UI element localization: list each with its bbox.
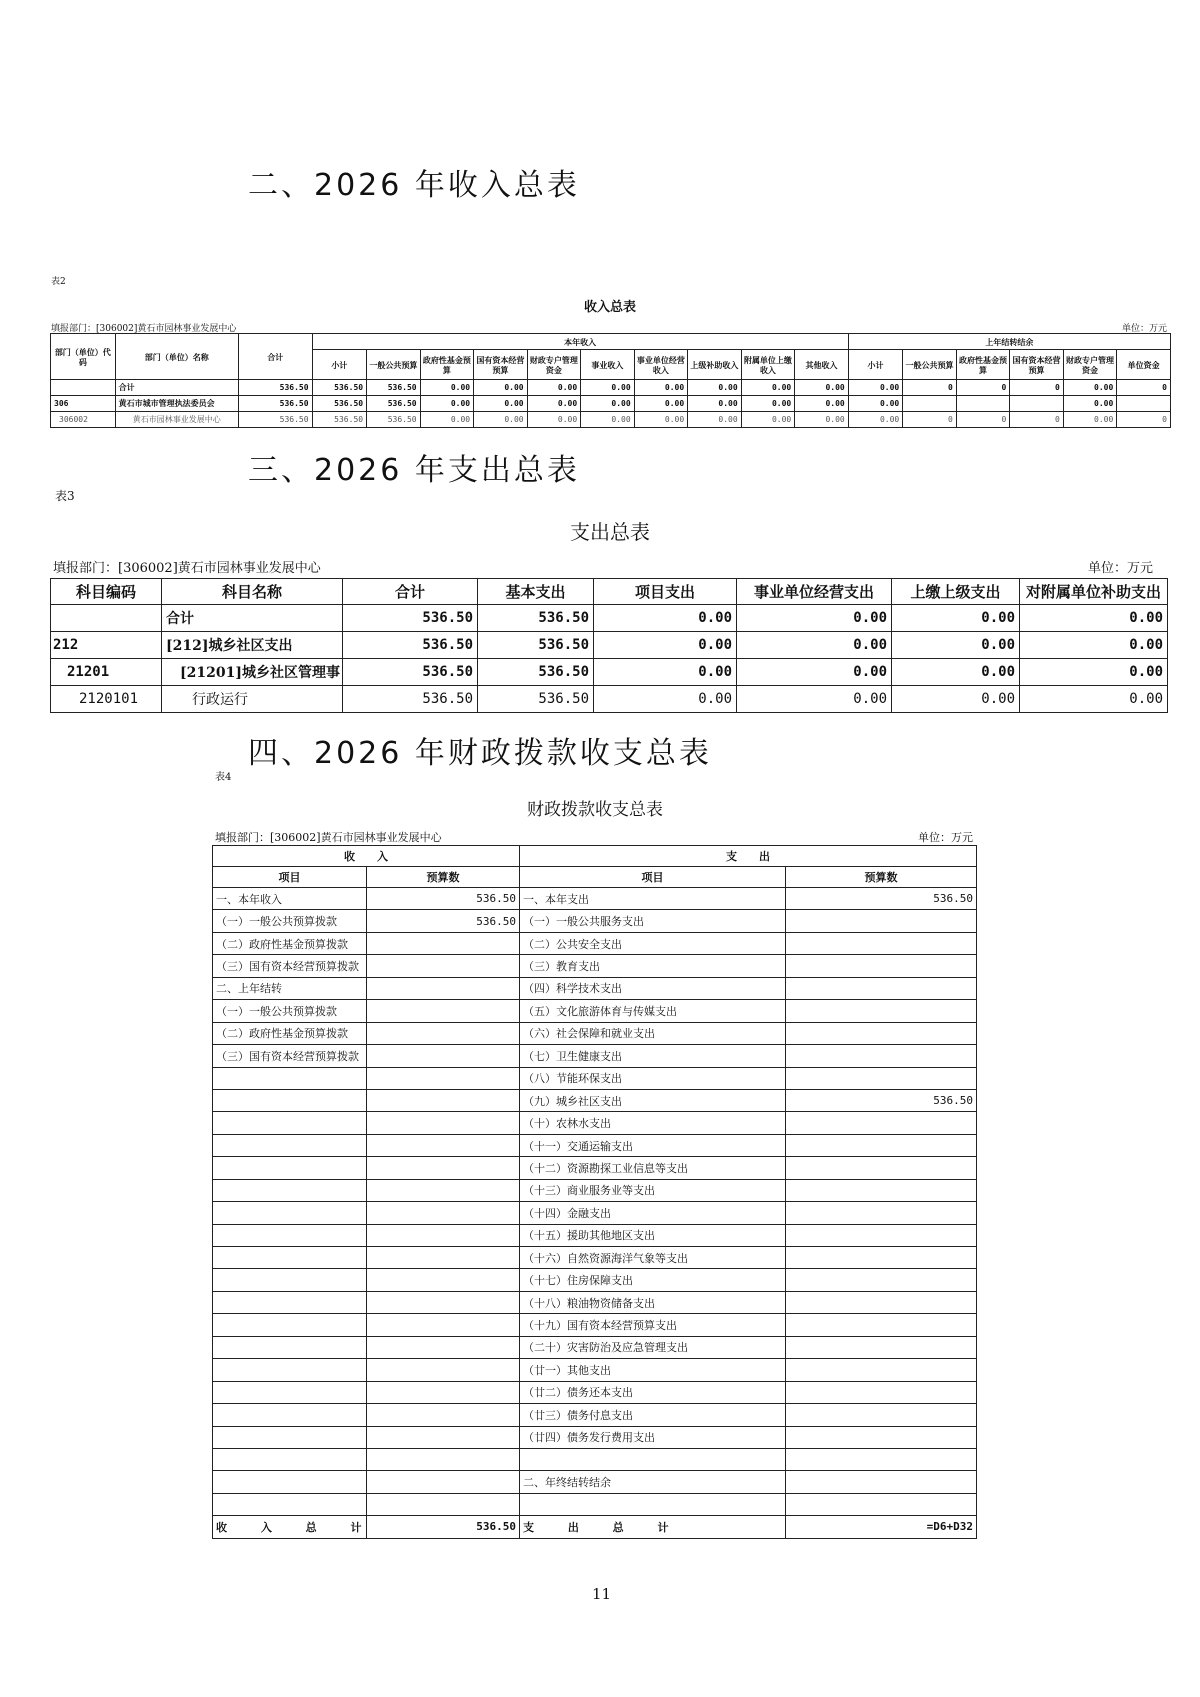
value-cell: 0 xyxy=(956,412,1010,428)
value-cell: 0.00 xyxy=(594,605,737,632)
expense-item-cell: （廿四）债务发行费用支出 xyxy=(520,1426,786,1448)
value-cell: 536.50 xyxy=(478,659,594,686)
column-header: 基本支出 xyxy=(478,579,594,605)
income-item-cell xyxy=(213,1471,367,1493)
income-item-cell xyxy=(213,1224,367,1246)
column-header: 科目名称 xyxy=(162,579,343,605)
value-cell: 536.50 xyxy=(367,412,421,428)
value-cell: 0.00 xyxy=(892,686,1020,713)
value-cell: 0.00 xyxy=(737,659,892,686)
header-dept-code: 部门（单位）代码 xyxy=(51,334,116,380)
expense-item-cell: （十八）粮油物资储备支出 xyxy=(520,1291,786,1313)
value-cell: 0.00 xyxy=(737,686,892,713)
expense-item-cell: （六）社会保障和就业支出 xyxy=(520,1022,786,1044)
table-2-unit: 单位：万元 xyxy=(1122,324,1168,334)
expense-amount-cell xyxy=(786,1291,977,1313)
table-row xyxy=(213,1448,977,1470)
value-cell: 0.00 xyxy=(581,412,635,428)
value-cell: 0.00 xyxy=(474,396,528,412)
expense-item-cell: （四）科学技术支出 xyxy=(520,977,786,999)
income-amount-cell xyxy=(367,1426,520,1448)
section-3-heading: 三、2026 年支出总表 xyxy=(248,453,580,488)
section-2-heading: 二、2026 年收入总表 xyxy=(248,168,580,203)
table-2-number: 表2 xyxy=(51,277,66,287)
dept-code-cell xyxy=(51,380,116,396)
value-cell: 536.50 xyxy=(343,659,478,686)
value-cell: 536.50 xyxy=(478,632,594,659)
income-item-cell xyxy=(213,1336,367,1358)
value-cell: 0.00 xyxy=(848,380,903,396)
table-3-number: 表3 xyxy=(55,489,75,503)
table-4-number: 表4 xyxy=(215,772,232,783)
expense-amount-cell xyxy=(786,1224,977,1246)
value-cell: 0.00 xyxy=(737,605,892,632)
subject-name-cell: 行政运行 xyxy=(162,686,343,713)
value-cell: 0.00 xyxy=(795,380,849,396)
value-cell: 0.00 xyxy=(634,396,688,412)
expense-amount-cell xyxy=(786,977,977,999)
table-2-caption: 收入总表 xyxy=(583,300,636,315)
income-item-cell: （一）一般公共预算拨款 xyxy=(213,1000,367,1022)
subheader-cell: 其他收入 xyxy=(795,350,849,380)
value-cell: 0 xyxy=(903,412,957,428)
value-cell xyxy=(1010,396,1064,412)
table-row xyxy=(213,888,977,910)
value-cell: 0.00 xyxy=(1020,659,1168,686)
income-amount-cell xyxy=(367,1269,520,1291)
table-4-dept: 填报部门：[306002]黄石市园林事业发展中心 xyxy=(215,831,442,844)
value-cell: 536.50 xyxy=(367,396,421,412)
expense-amount-cell xyxy=(786,1157,977,1179)
table-row xyxy=(213,1089,977,1111)
expense-amount-cell xyxy=(786,1493,977,1515)
table-row xyxy=(51,632,1168,659)
expense-amount-cell xyxy=(786,1022,977,1044)
income-amount-cell: 536.50 xyxy=(367,910,520,932)
table-row xyxy=(213,932,977,954)
table-row xyxy=(213,1045,977,1067)
table-4-caption: 财政拨款收支总表 xyxy=(527,800,663,820)
expense-item-cell: （三）教育支出 xyxy=(520,955,786,977)
table-row xyxy=(51,605,1168,632)
subject-code-cell: 2120101 xyxy=(51,686,162,713)
expense-amount-cell xyxy=(786,1112,977,1134)
table-row xyxy=(51,412,1171,428)
expense-item-cell: （十三）商业服务业等支出 xyxy=(520,1179,786,1201)
table-row xyxy=(213,1404,977,1426)
income-summary-table xyxy=(50,333,1171,428)
value-cell: 0 xyxy=(956,380,1010,396)
income-item-cell: （三）国有资本经营预算拨款 xyxy=(213,1045,367,1067)
expense-item-cell: （五）文化旅游体育与传媒支出 xyxy=(520,1000,786,1022)
value-cell: 0.00 xyxy=(737,632,892,659)
table-row xyxy=(213,1247,977,1269)
income-item-cell: 一、本年收入 xyxy=(213,888,367,910)
expense-amount-cell xyxy=(786,1314,977,1336)
value-cell: 0.00 xyxy=(594,632,737,659)
expense-amount-cell xyxy=(786,1134,977,1156)
header-income-item: 项目 xyxy=(213,867,367,888)
income-amount-cell xyxy=(367,1067,520,1089)
income-amount-cell: 536.50 xyxy=(367,888,520,910)
income-total-label: 收 入 总 计 xyxy=(213,1516,367,1538)
header-expense-item: 项目 xyxy=(520,867,786,888)
expense-amount-cell xyxy=(786,1045,977,1067)
expense-item-cell: （二十）灾害防治及应急管理支出 xyxy=(520,1336,786,1358)
income-item-cell xyxy=(213,1089,367,1111)
value-cell: 536.50 xyxy=(478,686,594,713)
table-row xyxy=(213,910,977,932)
value-cell xyxy=(1117,396,1171,412)
value-cell: 0.00 xyxy=(527,396,581,412)
table-row xyxy=(213,1493,977,1515)
table-row xyxy=(213,1269,977,1291)
subheader-cell: 事业单位经营收入 xyxy=(634,350,688,380)
subheader-cell: 小计 xyxy=(848,350,903,380)
expense-amount-cell xyxy=(786,955,977,977)
value-cell: 0.00 xyxy=(741,412,795,428)
income-item-cell xyxy=(213,1202,367,1224)
expense-item-cell: 二、年终结转结余 xyxy=(520,1471,786,1493)
total-cell: 536.50 xyxy=(238,380,312,396)
value-cell: 0.00 xyxy=(581,380,635,396)
subject-name-cell: 合计 xyxy=(162,605,343,632)
income-item-cell xyxy=(213,1448,367,1470)
value-cell: 0 xyxy=(1010,412,1064,428)
income-item-cell: 二、上年结转 xyxy=(213,977,367,999)
expense-amount-cell xyxy=(786,1336,977,1358)
income-item-cell: （一）一般公共预算拨款 xyxy=(213,910,367,932)
expense-item-cell: （十六）自然资源海洋气象等支出 xyxy=(520,1247,786,1269)
expense-item-cell: （九）城乡社区支出 xyxy=(520,1089,786,1111)
dept-name-cell: 黄石市园林事业发展中心 xyxy=(115,412,238,428)
value-cell: 536.50 xyxy=(343,605,478,632)
value-cell: 0.00 xyxy=(688,380,742,396)
income-item-cell: （三）国有资本经营预算拨款 xyxy=(213,955,367,977)
dept-name-cell: 黄石市城市管理执法委员会 xyxy=(115,396,238,412)
value-cell: 0.00 xyxy=(634,380,688,396)
income-item-cell xyxy=(213,1157,367,1179)
subheader-cell: 小计 xyxy=(312,350,367,380)
table-row xyxy=(213,1426,977,1448)
income-amount-cell xyxy=(367,977,520,999)
income-item-cell xyxy=(213,1247,367,1269)
value-cell: 0.00 xyxy=(795,412,849,428)
subject-code-cell xyxy=(51,605,162,632)
table-3-dept: 填报部门：[306002]黄石市园林事业发展中心 xyxy=(53,561,321,576)
header-current-year-income: 本年收入 xyxy=(312,334,848,350)
subject-code-cell: 21201 xyxy=(51,659,162,686)
income-amount-cell xyxy=(367,1179,520,1201)
expense-item-cell: （八）节能环保支出 xyxy=(520,1067,786,1089)
subheader-cell: 一般公共预算 xyxy=(367,350,421,380)
table-3-unit: 单位：万元 xyxy=(1088,561,1154,576)
table-row xyxy=(213,1202,977,1224)
expense-amount-cell xyxy=(786,1269,977,1291)
value-cell: 0.00 xyxy=(848,396,903,412)
table-row xyxy=(213,1224,977,1246)
income-amount-cell xyxy=(367,1022,520,1044)
column-header: 合计 xyxy=(343,579,478,605)
table-row xyxy=(213,1381,977,1403)
column-header: 上缴上级支出 xyxy=(892,579,1020,605)
total-cell: 536.50 xyxy=(238,412,312,428)
value-cell: 0.00 xyxy=(1020,605,1168,632)
table-row xyxy=(213,1179,977,1201)
expense-item-cell: （十一）交通运输支出 xyxy=(520,1134,786,1156)
value-cell: 0.00 xyxy=(634,412,688,428)
expense-amount-cell xyxy=(786,1067,977,1089)
value-cell: 536.50 xyxy=(312,412,367,428)
income-item-cell xyxy=(213,1269,367,1291)
value-cell: 0.00 xyxy=(688,396,742,412)
income-item-cell xyxy=(213,1359,367,1381)
value-cell: 0.00 xyxy=(848,412,903,428)
expense-amount-cell xyxy=(786,1179,977,1201)
income-item-cell xyxy=(213,1493,367,1515)
value-cell: 0.00 xyxy=(527,412,581,428)
header-dept-name: 部门（单位）名称 xyxy=(115,334,238,380)
expense-item-cell: （二）公共安全支出 xyxy=(520,932,786,954)
table-4-unit: 单位：万元 xyxy=(918,831,973,844)
subheader-cell: 政府性基金预算 xyxy=(420,350,474,380)
income-item-cell: （二）政府性基金预算拨款 xyxy=(213,932,367,954)
table-row xyxy=(213,1000,977,1022)
subheader-cell: 财政专户管理资金 xyxy=(527,350,581,380)
value-cell: 536.50 xyxy=(312,396,367,412)
income-amount-cell xyxy=(367,1471,520,1493)
value-cell: 0.00 xyxy=(892,659,1020,686)
income-amount-cell xyxy=(367,1202,520,1224)
subheader-cell: 事业收入 xyxy=(581,350,635,380)
value-cell: 0.00 xyxy=(420,396,474,412)
value-cell: 536.50 xyxy=(312,380,367,396)
subheader-cell: 财政专户管理资金 xyxy=(1063,350,1117,380)
value-cell: 0.00 xyxy=(594,686,737,713)
header-income-amount: 预算数 xyxy=(367,867,520,888)
value-cell: 0.00 xyxy=(1020,686,1168,713)
income-amount-cell xyxy=(367,1224,520,1246)
value-cell: 536.50 xyxy=(343,686,478,713)
expense-summary-table xyxy=(50,578,1168,713)
income-amount-cell xyxy=(367,1045,520,1067)
income-amount-cell xyxy=(367,1404,520,1426)
value-cell xyxy=(903,396,957,412)
dept-code-cell: 306002 xyxy=(51,412,116,428)
expense-item-cell xyxy=(520,1493,786,1515)
value-cell: 0.00 xyxy=(1063,396,1117,412)
subject-name-cell: [212]城乡社区支出 xyxy=(162,632,343,659)
fiscal-appropriation-table xyxy=(212,845,977,1539)
income-amount-cell xyxy=(367,1000,520,1022)
value-cell: 536.50 xyxy=(343,632,478,659)
expense-amount-cell xyxy=(786,1404,977,1426)
income-item-cell xyxy=(213,1179,367,1201)
expense-amount-cell xyxy=(786,1471,977,1493)
income-amount-cell xyxy=(367,1336,520,1358)
table-row xyxy=(213,1314,977,1336)
value-cell: 0.00 xyxy=(474,380,528,396)
expense-amount-cell: 536.50 xyxy=(786,1089,977,1111)
subheader-cell: 上级补助收入 xyxy=(688,350,742,380)
income-amount-cell xyxy=(367,1134,520,1156)
page-number: 11 xyxy=(592,1585,612,1603)
income-total-value: 536.50 xyxy=(367,1516,520,1538)
expense-item-cell: （廿三）债务付息支出 xyxy=(520,1404,786,1426)
value-cell: 536.50 xyxy=(478,605,594,632)
table-row xyxy=(213,1067,977,1089)
expense-item-cell: （十四）金融支出 xyxy=(520,1202,786,1224)
table-2-dept: 填报部门：[306002]黄石市园林事业发展中心 xyxy=(51,324,237,334)
income-amount-cell xyxy=(367,1314,520,1336)
expense-amount-cell xyxy=(786,1202,977,1224)
table-row xyxy=(51,380,1171,396)
value-cell: 0.00 xyxy=(1063,412,1117,428)
expense-total-value: =D6+D32 xyxy=(786,1516,977,1538)
value-cell: 0.00 xyxy=(741,380,795,396)
expense-item-cell: （七）卫生健康支出 xyxy=(520,1045,786,1067)
expense-item-cell: （廿二）债务还本支出 xyxy=(520,1381,786,1403)
expense-amount-cell xyxy=(786,1247,977,1269)
column-header: 项目支出 xyxy=(594,579,737,605)
subheader-cell: 国有资本经营预算 xyxy=(1010,350,1064,380)
table-row xyxy=(213,1022,977,1044)
value-cell: 536.50 xyxy=(367,380,421,396)
income-item-cell xyxy=(213,1404,367,1426)
income-amount-cell xyxy=(367,955,520,977)
table-row xyxy=(51,686,1168,713)
expense-amount-cell xyxy=(786,1426,977,1448)
table-row xyxy=(213,1112,977,1134)
value-cell: 0 xyxy=(1010,380,1064,396)
expense-item-cell: （十五）援助其他地区支出 xyxy=(520,1224,786,1246)
table-row xyxy=(213,977,977,999)
expense-item-cell: （十九）国有资本经营预算支出 xyxy=(520,1314,786,1336)
value-cell: 0 xyxy=(1117,380,1171,396)
income-item-cell xyxy=(213,1134,367,1156)
income-amount-cell xyxy=(367,932,520,954)
expense-amount-cell xyxy=(786,1448,977,1470)
table-row xyxy=(213,1291,977,1313)
income-item-cell xyxy=(213,1067,367,1089)
income-item-cell: （二）政府性基金预算拨款 xyxy=(213,1022,367,1044)
table-3-caption: 支出总表 xyxy=(570,520,650,544)
dept-name-cell: 合计 xyxy=(115,380,238,396)
expense-item-cell xyxy=(520,1448,786,1470)
value-cell: 0.00 xyxy=(594,659,737,686)
total-cell: 536.50 xyxy=(238,396,312,412)
value-cell: 0.00 xyxy=(741,396,795,412)
income-amount-cell xyxy=(367,1291,520,1313)
expense-amount-cell xyxy=(786,910,977,932)
value-cell: 0 xyxy=(903,380,957,396)
expense-amount-cell: 536.50 xyxy=(786,888,977,910)
value-cell: 0.00 xyxy=(1020,632,1168,659)
subheader-cell: 附属单位上缴收入 xyxy=(741,350,795,380)
subheader-cell: 国有资本经营预算 xyxy=(474,350,528,380)
column-header: 科目编码 xyxy=(51,579,162,605)
value-cell: 0.00 xyxy=(892,632,1020,659)
subject-code-cell: 212 xyxy=(51,632,162,659)
subject-name-cell: [21201]城乡社区管理事 xyxy=(162,659,343,686)
income-amount-cell xyxy=(367,1448,520,1470)
expense-item-cell: （廿一）其他支出 xyxy=(520,1359,786,1381)
value-cell: 0 xyxy=(1117,412,1171,428)
header-total: 合计 xyxy=(238,334,312,380)
value-cell: 0.00 xyxy=(688,412,742,428)
value-cell: 0.00 xyxy=(474,412,528,428)
table-row xyxy=(213,955,977,977)
table-row xyxy=(213,1134,977,1156)
expense-item-cell: （十二）资源勘探工业信息等支出 xyxy=(520,1157,786,1179)
income-amount-cell xyxy=(367,1089,520,1111)
subheader-cell: 单位资金 xyxy=(1117,350,1171,380)
subheader-cell: 政府性基金预算 xyxy=(956,350,1010,380)
subheader-cell: 一般公共预算 xyxy=(903,350,957,380)
value-cell: 0.00 xyxy=(892,605,1020,632)
expense-item-cell: （十七）住房保障支出 xyxy=(520,1269,786,1291)
column-header: 事业单位经营支出 xyxy=(737,579,892,605)
expense-item-cell: 一、本年支出 xyxy=(520,888,786,910)
table-row xyxy=(213,1157,977,1179)
expense-amount-cell xyxy=(786,932,977,954)
header-prev-year-carryover: 上年结转结余 xyxy=(848,334,1170,350)
expense-total-label: 支 出 总 计 xyxy=(520,1516,786,1538)
income-item-cell xyxy=(213,1381,367,1403)
column-header: 对附属单位补助支出 xyxy=(1020,579,1168,605)
value-cell: 0.00 xyxy=(527,380,581,396)
value-cell xyxy=(956,396,1010,412)
value-cell: 0.00 xyxy=(581,396,635,412)
income-item-cell xyxy=(213,1112,367,1134)
income-item-cell xyxy=(213,1291,367,1313)
income-amount-cell xyxy=(367,1247,520,1269)
value-cell: 0.00 xyxy=(1063,380,1117,396)
value-cell: 0.00 xyxy=(420,380,474,396)
table-row xyxy=(213,1471,977,1493)
table-row xyxy=(51,659,1168,686)
dept-code-cell: 306 xyxy=(51,396,116,412)
income-amount-cell xyxy=(367,1157,520,1179)
expense-item-cell: （一）一般公共服务支出 xyxy=(520,910,786,932)
income-item-cell xyxy=(213,1426,367,1448)
expense-amount-cell xyxy=(786,1359,977,1381)
value-cell: 0.00 xyxy=(420,412,474,428)
table-row xyxy=(213,1359,977,1381)
section-4-heading: 四、2026 年财政拨款收支总表 xyxy=(248,736,712,771)
income-amount-cell xyxy=(367,1493,520,1515)
expense-amount-cell xyxy=(786,1381,977,1403)
header-expense-amount: 预算数 xyxy=(786,867,977,888)
income-item-cell xyxy=(213,1314,367,1336)
table-row xyxy=(51,396,1171,412)
value-cell: 0.00 xyxy=(795,396,849,412)
income-amount-cell xyxy=(367,1112,520,1134)
table-row xyxy=(213,1336,977,1358)
header-expense: 支 出 xyxy=(520,846,977,867)
income-amount-cell xyxy=(367,1359,520,1381)
expense-amount-cell xyxy=(786,1000,977,1022)
header-income: 收 入 xyxy=(213,846,520,867)
expense-item-cell: （十）农林水支出 xyxy=(520,1112,786,1134)
income-amount-cell xyxy=(367,1381,520,1403)
